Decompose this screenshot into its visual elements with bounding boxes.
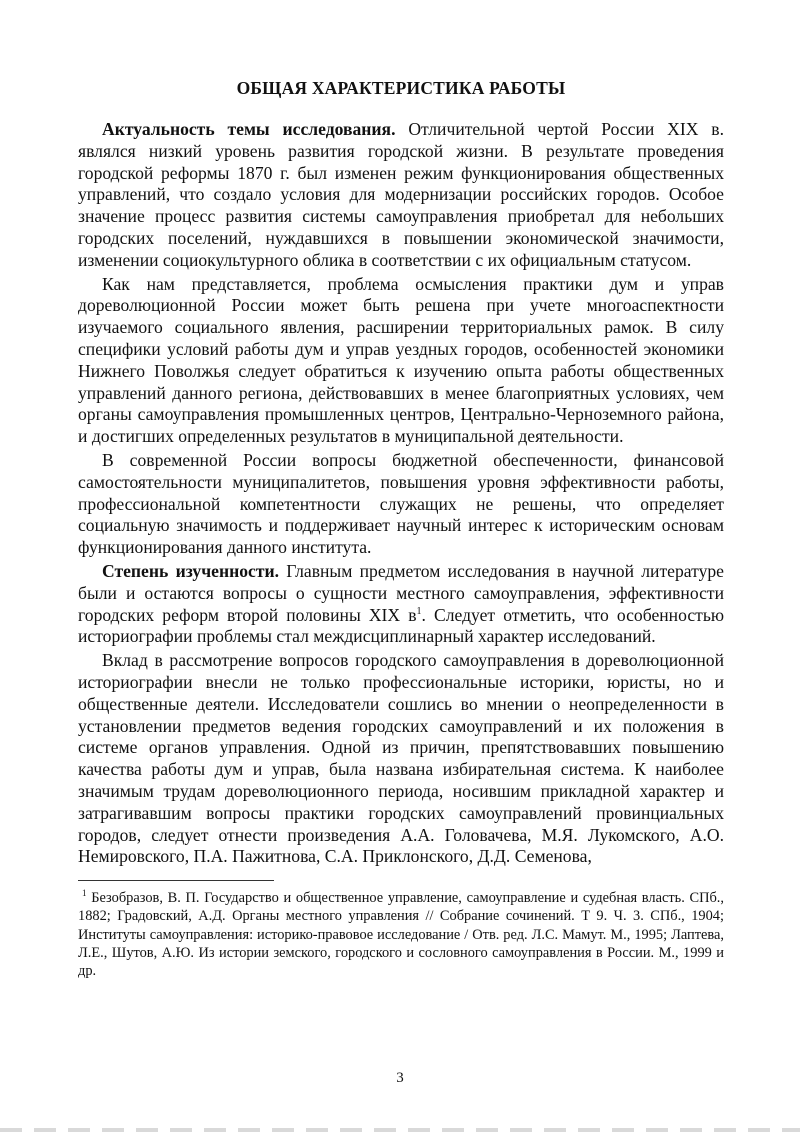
relevance-lead: Актуальность темы исследования. — [102, 119, 396, 139]
scan-edge-artifact — [0, 1128, 800, 1132]
modern-russia-text: В современной России вопросы бюджетной обеспеченности, финансовой самостоятельности муниципалитетов, повышения уровня эффективности работы, профессиональной компетентности служащих не решены, что определяет социальную значимость и поддерживает научный интерес к историческим основам функционирования данного института. — [78, 449, 724, 558]
degree-of-study-lead: Степень изученности. — [102, 560, 279, 581]
document-page — [78, 72, 724, 980]
footnote-reference[interactable]: 1 — [416, 605, 422, 617]
degree-of-study-text-b: . Следует отметить, что особенностью историографии проблемы стал междисциплинарный характер исследований. — [78, 604, 724, 647]
contribution-text: Вклад в рассмотрение вопросов городского самоуправления в дореволюционной историографии внесли не только профессиональные историки, юристы, но и общественные деятели. Исследователи сошлись во мнении о неопределенности в установлении предметов ведения городских самоуправлений и их положения в системе органов управления. Одной из причин, препятствовавших повышению качества работы дум и управ, была названа избирательная система. К наиболее значимым трудам дореволюционного периода, носившим прикладной характер и затрагивавшим вопросы практики городских самоуправлений провинциальных городов, следует отнести произведения А.А. Головачева, М.Я. Лукомского, А.О. Немировского, П.А. Пажитнова, С.А. Приклонского, Д.Д. Семенова, — [78, 650, 724, 867]
paragraph-approach — [78, 274, 724, 448]
approach-text: Как нам представляется, проблема осмысления практики дум и управ дореволюционной России может быть решена при учете многоаспектности изучаемого социального явления, расширении территориальных рамок. В силу специфики условий работы дум и управ уездных городов, особенностей экономики Нижнего Поволжья следует обратиться к изучению опыта работы общественных управлений данного региона, действовавших в менее благоприятных условиях, чем органы самоуправления промышленных центров, Центрально-Черноземного района, и достигших определенных результатов в муниципальной деятельности. — [78, 273, 724, 447]
footnote-divider — [78, 880, 274, 881]
footnote-text: Безобразов, В. П. Государство и общественное управление, самоуправление и судебная власть. СПб., 1882; Градовский, А.Д. Органы местного управления // Собрание сочинений. Т 9. Ч. 3. СПб., 1904; Институты самоуправления: историко-правовое исследование / Отв. ред. Л.С. Мамут. М., 1995; Лаптева, Л.Е., Шутов, А.Ю. Из истории земского, городского и сословного самоуправления в России. М., 1999 и др. — [78, 890, 724, 979]
footnote — [78, 889, 724, 980]
paragraph-modern-russia — [78, 450, 724, 559]
paragraph-degree-of-study — [78, 561, 724, 648]
footnote-marker: 1 — [82, 888, 87, 899]
paragraph-relevance — [78, 119, 724, 272]
relevance-text: Отличительной чертой России XIX в. являлся низкий уровень развития городской жизни. В результате проведения городской реформы 1870 г. был изменен режим функционирования общественных управлений, что создало условия для модернизации российских городов. Особое значение процесс развития системы самоуправления приобретал для небольших городских поселений, нуждавшихся в повышении экономической значимости, изменении социокультурного облика в соответствии с их официальным статусом. — [78, 119, 724, 270]
section-heading: ОБЩАЯ ХАРАКТЕРИСТИКА РАБОТЫ — [236, 78, 566, 98]
degree-of-study-text-a: Главным предметом исследования в научной литературе были и остаются вопросы о сущности местного самоуправления, эффективности городских реформ второй половины XIX в — [78, 560, 724, 625]
page-number: 3 — [396, 1070, 404, 1086]
paragraph-contribution — [78, 650, 724, 868]
